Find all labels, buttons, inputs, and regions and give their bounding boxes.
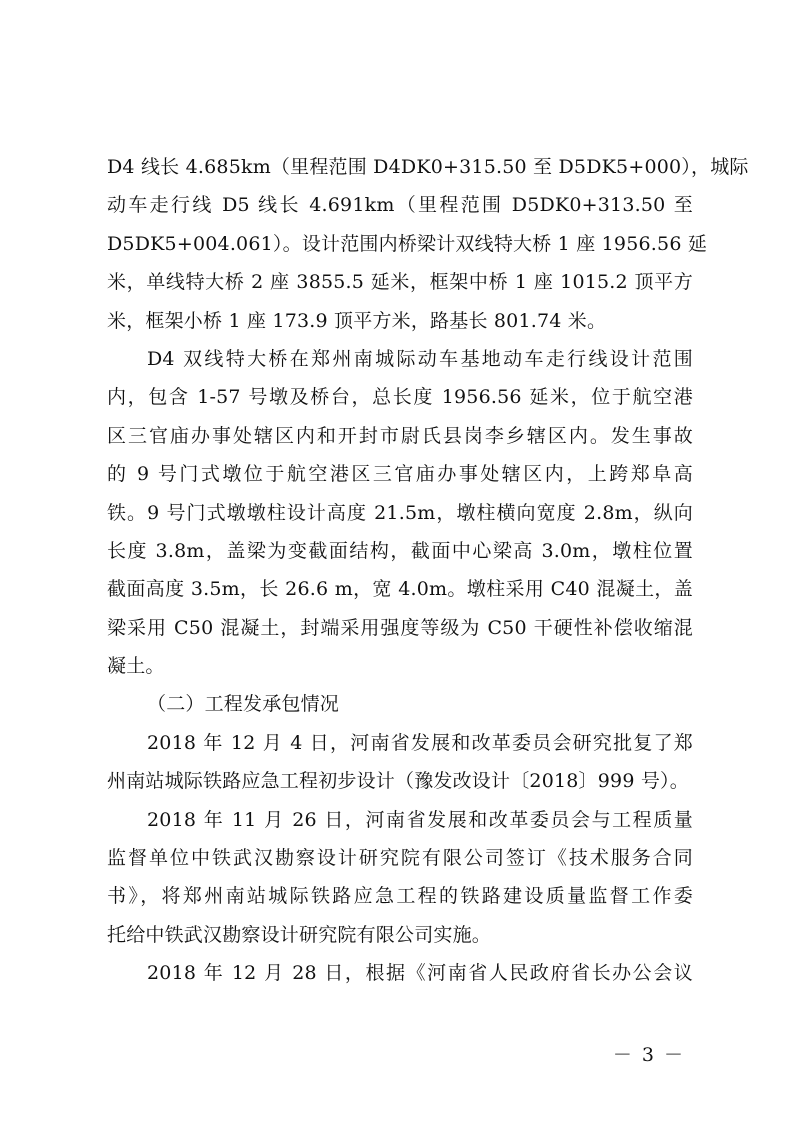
text-line: 凝土。: [107, 655, 165, 678]
text-line: D4 双线特大桥在郑州南城际动车基地动车走行线设计范围: [147, 347, 693, 370]
text-line: 2018 年 12 月 4 日，河南省发展和改革委员会研究批复了郑: [147, 731, 693, 754]
paragraph-bridge-description: [107, 340, 693, 686]
document-body: [107, 148, 749, 993]
paragraph-meeting: [107, 954, 693, 992]
text-line: 铁。9 号门式墩墩柱设计高度 21.5m，墩柱横向宽度 2.8m，纵向: [107, 501, 693, 524]
paragraph-line-lengths: [107, 148, 749, 340]
text-line: 2018 年 11 月 26 日，河南省发展和改革委员会与工程质量: [147, 808, 693, 831]
text-line: 托给中铁武汉勘察设计研究院有限公司实施。: [107, 923, 492, 946]
text-line: 书》，将郑州南站城际铁路应急工程的铁路建设质量监督工作委: [107, 885, 693, 908]
text-line: 米，单线特大桥 2 座 3855.5 延米，框架中桥 1 座 1015.2 顶平方: [107, 271, 693, 294]
text-line: 长度 3.8m，盖梁为变截面结构，截面中心梁高 3.0m，墩柱位置: [107, 539, 693, 562]
text-line: D4 线长 4.685km（里程范围 D4DK0+315.50 至 D5DK5+000），城际: [107, 156, 749, 178]
text-line: 截面高度 3.5m，长 26.6 m，宽 4.0m。墩柱采用 C40 混凝土，盖: [107, 578, 693, 601]
text-line: 2018 年 12 月 28 日，根据《河南省人民政府省长办公会议: [147, 962, 693, 985]
text-line: D5DK5+004.061）。设计范围内桥梁计双线特大桥 1 座 1956.56 延: [107, 232, 708, 255]
text-line: 内，包含 1-57 号墩及桥台，总长度 1956.56 延米，位于航空港: [107, 386, 693, 409]
paragraph-contract: [107, 801, 693, 955]
text-line: 米，框架小桥 1 座 173.9 顶平方米，路基长 801.74 米。: [107, 309, 607, 332]
section-heading-text: （二）工程发承包情况: [147, 693, 340, 716]
text-line: 州南站城际铁路应急工程初步设计（豫发改设计〔2018〕999 号）。: [107, 770, 689, 793]
text-line: 的 9 号门式墩位于航空港区三官庙办事处辖区内，上跨郑阜高: [107, 463, 693, 486]
paragraph-approval: [107, 724, 693, 801]
text-line: 梁采用 C50 混凝土，封端采用强度等级为 C50 干硬性补偿收缩混: [107, 616, 693, 639]
text-line: 监督单位中铁武汉勘察设计研究院有限公司签订《技术服务合同: [107, 847, 693, 870]
text-line: 动车走行线 D5 线长 4.691km（里程范围 D5DK0+313.50 至: [107, 194, 693, 217]
text-line: 区三官庙办事处辖区内和开封市尉氏县岗李乡辖区内。发生事故: [107, 424, 693, 447]
section-heading: [107, 685, 693, 723]
page-number: － 3 －: [612, 1044, 685, 1066]
